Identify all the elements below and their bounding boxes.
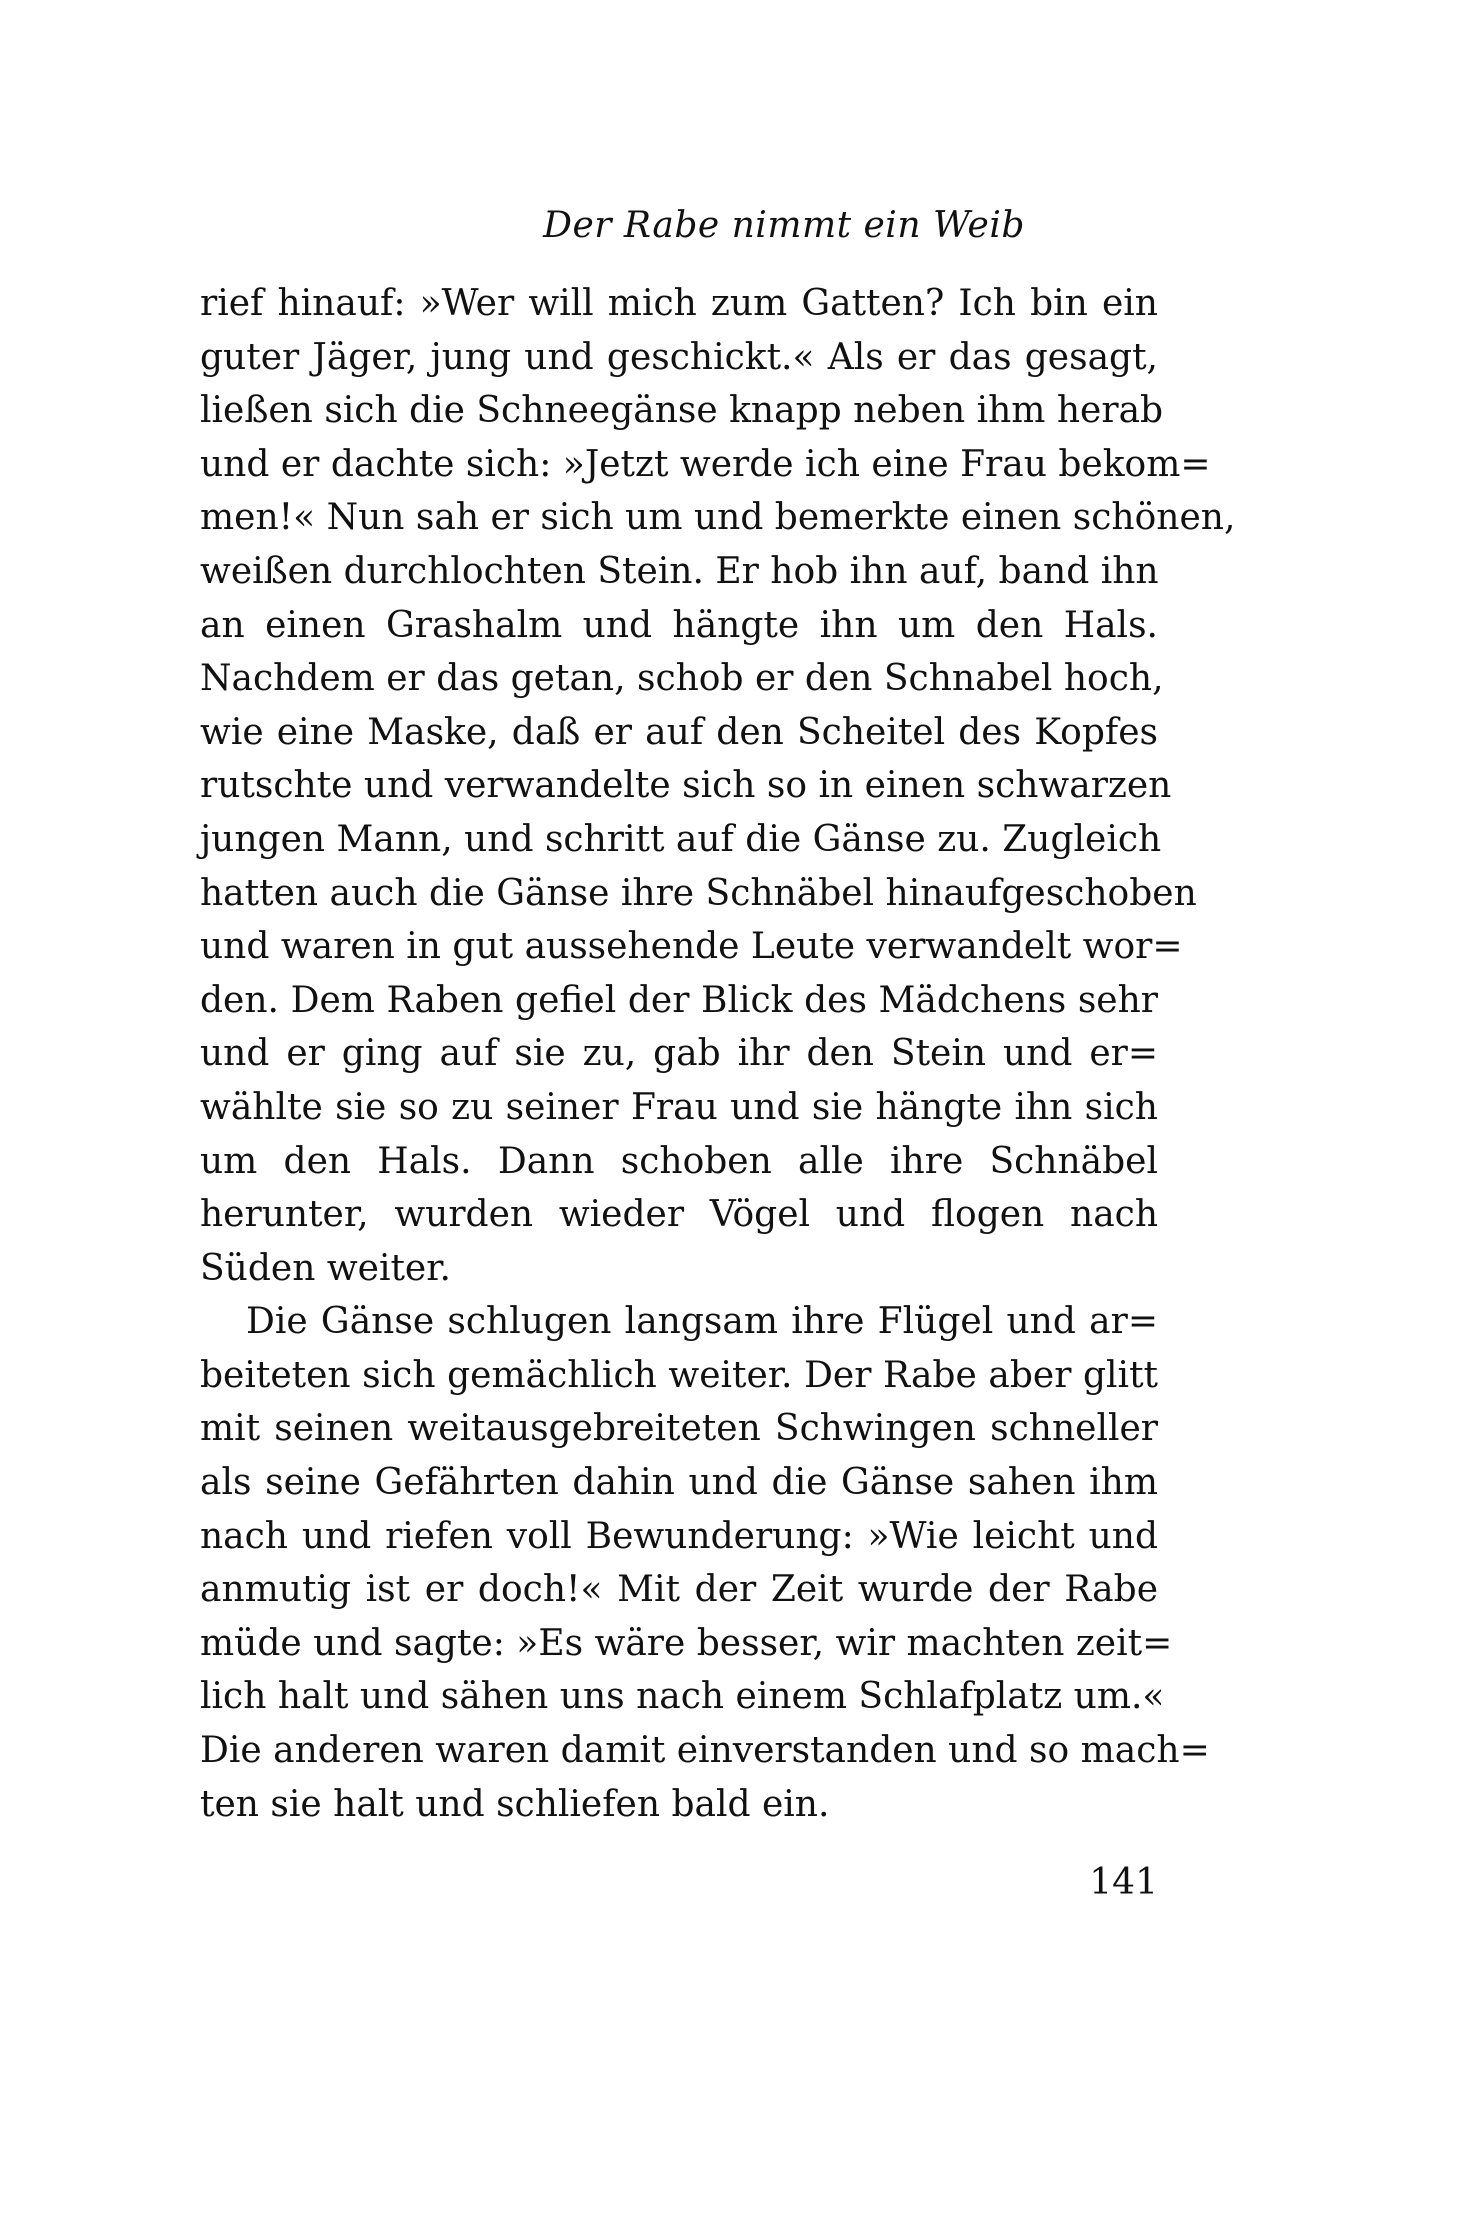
text-line: wählte sie so zu seiner Frau und sie hängte ihn sich bbox=[200, 1086, 1158, 1128]
text-line: müde und sagte: »Es wäre besser, wir machten zeit= bbox=[200, 1622, 1173, 1664]
text-line: mit seinen weitausgebreiteten Schwingen schneller bbox=[200, 1408, 1158, 1450]
text-line: und waren in gut aussehende Leute verwandelt wor= bbox=[200, 926, 1183, 968]
text-line: jungen Mann, und schritt auf die Gänse zu. Zugleich bbox=[200, 818, 1162, 860]
page-number: 141 bbox=[1089, 1862, 1158, 1903]
text-line: und er dachte sich: »Jetzt werde ich eine Frau bekom= bbox=[200, 443, 1211, 485]
text-line: anmutig ist er doch!« Mit der Zeit wurde der Rabe bbox=[200, 1569, 1158, 1611]
text-line: ließen sich die Schneegänse knapp neben ihm herab bbox=[200, 390, 1164, 432]
text-line: weißen durchlochten Stein. Er hob ihn auf, band ihn bbox=[200, 550, 1159, 592]
text-line: lich halt und sähen uns nach einem Schlafplatz um.« bbox=[200, 1676, 1165, 1718]
running-head-title: Der Rabe nimmt ein Weib bbox=[543, 205, 1025, 246]
paragraph-2 bbox=[200, 1295, 1210, 1831]
text-line: ten sie halt und schliefen bald ein. bbox=[200, 1783, 830, 1825]
text-line: guter Jäger, jung und geschickt.« Als er das gesagt, bbox=[200, 336, 1158, 378]
text-line: Nachdem er das getan, schob er den Schnabel hoch, bbox=[200, 658, 1164, 700]
text-line: men!« Nun sah er sich um und bemerkte einen schönen, bbox=[200, 497, 1236, 539]
text-line: um den Hals. Dann schoben alle ihre Schnäbel bbox=[200, 1140, 1158, 1182]
text-line: den. Dem Raben gefiel der Blick des Mädchens sehr bbox=[200, 979, 1158, 1021]
text-line: und er ging auf sie zu, gab ihr den Stein und er= bbox=[200, 1033, 1158, 1075]
text-line: Die anderen waren damit einverstanden und so mach= bbox=[200, 1730, 1210, 1772]
text-line: nach und riefen voll Bewunderung: »Wie leicht und bbox=[200, 1515, 1158, 1557]
text-line: Süden weiter. bbox=[200, 1247, 451, 1289]
text-line: wie eine Maske, daß er auf den Scheitel des Kopfes bbox=[200, 711, 1158, 753]
paragraph-1 bbox=[200, 277, 1236, 1295]
text-line: rief hinauf: »Wer will mich zum Gatten? Ich bin ein bbox=[200, 283, 1158, 324]
text-line: an einen Grashalm und hängte ihn um den Hals. bbox=[200, 604, 1158, 646]
text-line: herunter, wurden wieder Vögel und flogen nach bbox=[200, 1194, 1158, 1236]
text-line: hatten auch die Gänse ihre Schnäbel hinaufgeschoben bbox=[200, 872, 1197, 914]
body-text bbox=[200, 277, 1236, 1831]
text-line: rutschte und verwandelte sich so in einen schwarzen bbox=[200, 765, 1172, 807]
text-line: als seine Gefährten dahin und die Gänse sahen ihm bbox=[200, 1462, 1158, 1504]
text-line: beiteten sich gemächlich weiter. Der Rabe aber glitt bbox=[200, 1354, 1158, 1396]
text-line: Die Gänse schlugen langsam ihre Flügel und ar= bbox=[246, 1301, 1158, 1343]
